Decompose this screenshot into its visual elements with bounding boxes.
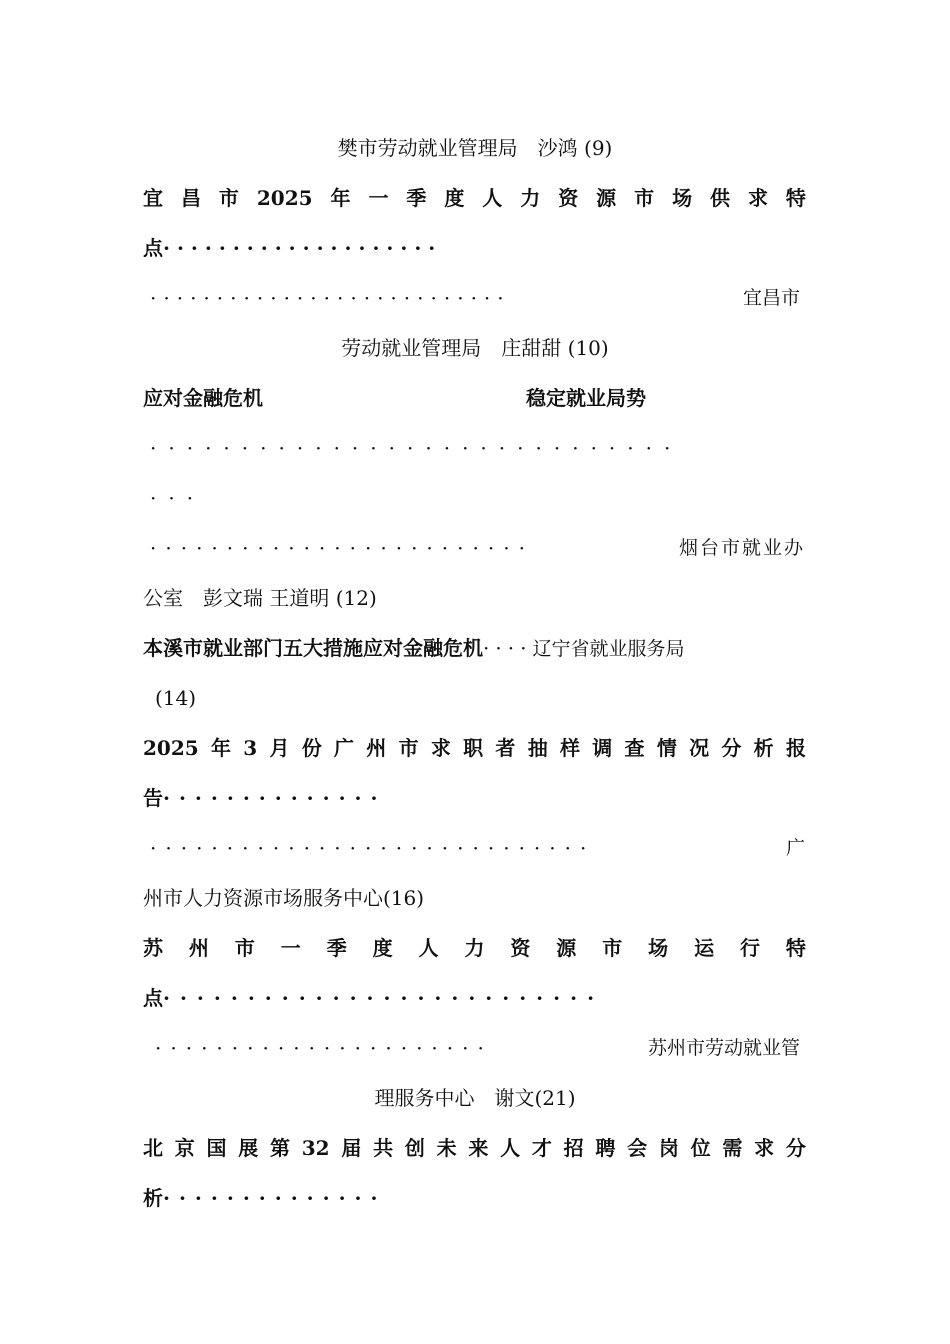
title-char: 共 — [373, 1136, 394, 1160]
title-char: 季 — [326, 936, 347, 960]
title-char: 定 — [546, 386, 566, 410]
title-char: 第 — [270, 1136, 290, 1160]
title-char: 源 — [596, 186, 617, 210]
title-char: 调 — [592, 736, 613, 760]
title-char: 情 — [656, 736, 677, 760]
title-char: 势 — [626, 386, 646, 410]
title-char: 市 — [234, 936, 255, 960]
title-char: 就 — [566, 386, 586, 410]
title-char: 融 — [203, 386, 223, 410]
toc-title-continuation[interactable] — [143, 783, 806, 813]
title-char: 求 — [747, 186, 768, 210]
toc-leader-line — [150, 433, 813, 463]
title-char: 北 — [143, 1136, 163, 1160]
toc-title-tail: 告 — [143, 786, 163, 810]
toc-title-continuation[interactable] — [143, 233, 806, 263]
title-char: 求 — [754, 1136, 775, 1160]
toc-leader-line — [150, 833, 805, 863]
toc-title-line[interactable] — [143, 183, 806, 213]
toc-leader-line — [150, 533, 805, 563]
toc-title-continuation[interactable] — [143, 983, 806, 1013]
title-char: 资 — [558, 186, 579, 210]
toc-source-line — [0, 1083, 950, 1113]
toc-source-text: 樊市劳动就业管理局 沙鸿 (9) — [337, 136, 613, 160]
title-char: 需 — [722, 1136, 743, 1160]
title-char: 源 — [556, 936, 577, 960]
toc-source-line — [0, 333, 950, 363]
title-char: 查 — [624, 736, 645, 760]
toc-source-text: 辽宁省就业服务局 — [532, 638, 685, 660]
title-char: 样 — [559, 736, 580, 760]
leader-dots: ·············· — [163, 786, 387, 810]
title-char: 危 — [223, 386, 243, 410]
toc-source-text: 州市人力资源市场服务中心(16) — [143, 886, 425, 910]
title-char: 未 — [436, 1136, 457, 1160]
title-char: 稳 — [526, 386, 546, 410]
title-char: 2025 — [256, 186, 313, 210]
leader-dots: ···················· — [163, 236, 443, 260]
title-char: 3 — [243, 736, 258, 760]
title-char: 机 — [243, 386, 263, 410]
title-char: 展 — [238, 1136, 259, 1160]
title-char: 供 — [710, 186, 731, 210]
leader-dots: ·························· — [163, 986, 605, 1010]
toc-source-text: 公室 彭文瑞 王道明 (12) — [143, 586, 377, 610]
toc-page-number: (14) — [155, 686, 197, 710]
title-char: 抽 — [527, 736, 548, 760]
leader-dots: ···· — [483, 636, 533, 660]
title-char: 分 — [721, 736, 742, 760]
title-char: 场 — [672, 186, 693, 210]
title-char: 京 — [174, 1136, 195, 1160]
toc-source-line — [143, 883, 806, 913]
title-char: 场 — [648, 936, 669, 960]
title-char: 运 — [694, 936, 715, 960]
title-char: 年 — [210, 736, 231, 760]
title-char: 应 — [143, 386, 163, 410]
toc-leader-line — [150, 483, 813, 513]
title-char: 广 — [334, 736, 354, 760]
toc-title-text: 本溪市就业部门五大措施应对金融危机 — [143, 636, 483, 660]
toc-source-line — [143, 583, 806, 613]
toc-title-tail: 析 — [143, 1186, 163, 1210]
title-char: 市 — [218, 186, 239, 210]
leader-dots: ·············· — [163, 1186, 387, 1210]
title-char: 聘 — [595, 1136, 616, 1160]
title-char: 资 — [510, 936, 531, 960]
title-char: 报 — [785, 736, 806, 760]
toc-source-text: 宜昌市 — [742, 287, 800, 309]
title-char: 位 — [690, 1136, 711, 1160]
title-char: 力 — [464, 936, 485, 960]
title-char: 份 — [301, 736, 322, 760]
title-char: 州 — [188, 936, 209, 960]
title-char: 创 — [404, 1136, 425, 1160]
title-char: 市 — [602, 936, 623, 960]
toc-title-tail: 点 — [143, 986, 163, 1010]
title-char: 市 — [398, 736, 419, 760]
toc-title-line[interactable] — [143, 933, 806, 963]
title-char: 32 — [301, 1136, 330, 1160]
title-char: 年 — [330, 186, 351, 210]
leader-dots: ····························· — [150, 836, 596, 860]
title-char: 才 — [531, 1136, 552, 1160]
title-char: 度 — [444, 186, 465, 210]
toc-title-line[interactable] — [143, 383, 806, 413]
toc-title-continuation[interactable] — [143, 1183, 806, 1213]
toc-source-text: 理服务中心 谢文(21) — [374, 1086, 576, 1110]
title-char: 特 — [785, 186, 806, 210]
title-char: 力 — [520, 186, 541, 210]
toc-title-tail: 点 — [143, 236, 163, 260]
title-char: 招 — [563, 1136, 584, 1160]
title-char: 度 — [372, 936, 393, 960]
toc-source-text: 劳动就业管理局 庄甜甜 (10) — [341, 336, 609, 360]
title-char: 季 — [406, 186, 427, 210]
leader-dots: ····························· — [150, 436, 683, 460]
title-char: 州 — [366, 736, 387, 760]
toc-title-line[interactable] — [143, 633, 806, 663]
toc-title-line[interactable] — [143, 733, 806, 763]
leader-dots: ··· — [150, 486, 206, 510]
title-char: 局 — [606, 386, 626, 410]
leader-dots: ······················ — [155, 1036, 493, 1060]
title-char: 国 — [206, 1136, 227, 1160]
toc-source-line — [155, 683, 818, 713]
title-char: 来 — [468, 1136, 489, 1160]
title-char: 求 — [430, 736, 451, 760]
title-char: 2025 — [143, 736, 199, 760]
toc-leader-line — [150, 283, 800, 313]
title-char: 苏 — [143, 936, 163, 960]
title-char: 金 — [183, 386, 203, 410]
toc-title-line[interactable] — [143, 1133, 806, 1163]
toc-source-text: 广 — [785, 837, 805, 859]
title-char: 析 — [753, 736, 774, 760]
title-char: 行 — [739, 936, 760, 960]
title-char: 分 — [785, 1136, 806, 1160]
title-char: 业 — [586, 386, 606, 410]
toc-source-text: 烟台市就业办 — [678, 537, 805, 559]
title-char: 人 — [500, 1136, 521, 1160]
toc-leader-line — [155, 1033, 800, 1063]
title-char: 一 — [368, 186, 389, 210]
title-char: 宜 — [143, 186, 163, 210]
leader-dots: ··························· — [150, 286, 511, 310]
title-char: 届 — [341, 1136, 362, 1160]
title-char: 市 — [634, 186, 655, 210]
title-char: 人 — [418, 936, 439, 960]
toc-title-part — [143, 383, 423, 413]
toc-title-part — [526, 383, 806, 413]
title-char: 岗 — [658, 1136, 679, 1160]
title-char: 职 — [463, 736, 484, 760]
title-char: 特 — [785, 936, 806, 960]
leader-dots: ························· — [150, 536, 534, 560]
title-char: 一 — [280, 936, 301, 960]
title-char: 昌 — [180, 186, 201, 210]
title-char: 者 — [495, 736, 516, 760]
title-char: 人 — [482, 186, 503, 210]
title-char: 月 — [269, 736, 290, 760]
title-char: 会 — [627, 1136, 648, 1160]
toc-source-text: 苏州市劳动就业管 — [647, 1037, 800, 1059]
title-char: 对 — [163, 386, 183, 410]
toc-line-1 — [0, 133, 950, 163]
title-char: 况 — [689, 736, 710, 760]
